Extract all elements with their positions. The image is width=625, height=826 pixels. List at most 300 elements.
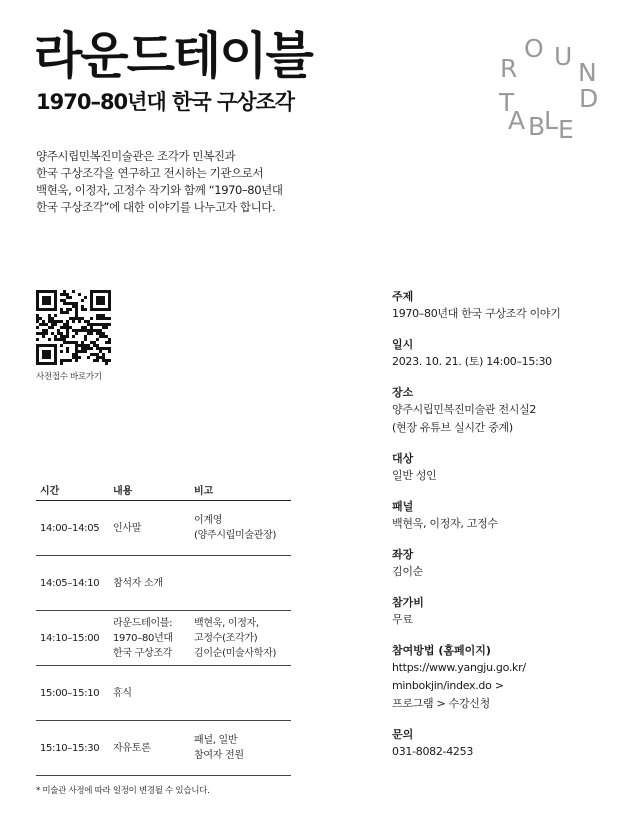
qr-module bbox=[87, 344, 90, 347]
row-content bbox=[113, 666, 132, 720]
info-topic bbox=[392, 288, 612, 323]
qr-module bbox=[102, 326, 105, 329]
info-label: 패널 bbox=[392, 500, 414, 513]
qr-module bbox=[108, 305, 111, 308]
qr-module bbox=[72, 302, 75, 305]
qr-module bbox=[105, 317, 108, 320]
qr-module bbox=[102, 353, 105, 356]
qr-module bbox=[99, 314, 102, 317]
intro-line: 한국 구상조각을 연구하고 전시하는 기관으로서 bbox=[36, 166, 264, 180]
qr-module bbox=[51, 344, 54, 347]
qr-module bbox=[96, 299, 99, 302]
qr-module bbox=[45, 350, 48, 353]
content-line: 1970–80년대 bbox=[113, 632, 173, 644]
qr-module bbox=[75, 329, 78, 332]
qr-module bbox=[75, 356, 78, 359]
qr-module bbox=[36, 359, 39, 362]
info-how-to-join bbox=[392, 642, 612, 713]
qr-module bbox=[84, 329, 87, 332]
content-line: 라운드테이블: bbox=[113, 617, 173, 629]
qr-module bbox=[54, 305, 57, 308]
qr-module bbox=[63, 302, 66, 305]
qr-module bbox=[78, 329, 81, 332]
qr-module bbox=[108, 299, 111, 302]
info-value-line: 프로그램 > 수강신청 bbox=[392, 697, 490, 710]
qr-module bbox=[93, 359, 96, 362]
content-line: 참석자 소개 bbox=[113, 577, 163, 589]
qr-module bbox=[36, 338, 39, 341]
qr-module bbox=[99, 290, 102, 293]
info-moderator bbox=[392, 546, 612, 581]
qr-module bbox=[54, 353, 57, 356]
qr-module bbox=[54, 356, 57, 359]
qr-module bbox=[60, 308, 63, 311]
qr-module bbox=[96, 308, 99, 311]
qr-module bbox=[66, 302, 69, 305]
qr-module bbox=[90, 353, 93, 356]
qr-module bbox=[54, 314, 57, 317]
qr-module bbox=[51, 317, 54, 320]
qr-module bbox=[87, 329, 90, 332]
qr-module bbox=[96, 290, 99, 293]
qr-module bbox=[90, 290, 93, 293]
qr-module bbox=[66, 350, 69, 353]
row-time: 14:05–14:10 bbox=[40, 577, 100, 589]
qr-module bbox=[63, 290, 66, 293]
qr-module bbox=[66, 293, 69, 296]
logo-letter: E bbox=[558, 115, 574, 144]
table-row bbox=[36, 611, 291, 666]
qr-module bbox=[84, 308, 87, 311]
qr-module bbox=[63, 293, 66, 296]
qr-module bbox=[90, 308, 93, 311]
qr-module bbox=[96, 347, 99, 350]
qr-module bbox=[99, 296, 102, 299]
info-audience bbox=[392, 450, 612, 485]
row-time: 15:00–15:10 bbox=[40, 687, 100, 699]
qr-module bbox=[105, 308, 108, 311]
qr-module bbox=[42, 353, 45, 356]
qr-module bbox=[99, 356, 102, 359]
qr-module bbox=[54, 359, 57, 362]
schedule-footnote: * 미술관 사정에 따라 일정이 변경될 수 있습니다. bbox=[36, 786, 210, 796]
info-value bbox=[392, 743, 612, 761]
info-value-line: 김이순 bbox=[392, 565, 423, 578]
qr-module bbox=[54, 323, 57, 326]
logo-letter: T bbox=[499, 88, 515, 117]
info-value-line: https://www.yangju.go.kr/ bbox=[392, 661, 526, 674]
qr-module bbox=[60, 344, 63, 347]
qr-module bbox=[75, 347, 78, 350]
qr-module bbox=[54, 308, 57, 311]
qr-module bbox=[42, 296, 45, 299]
qr-module bbox=[96, 296, 99, 299]
info-value bbox=[392, 467, 612, 485]
qr-module bbox=[48, 326, 51, 329]
qr-module bbox=[102, 314, 105, 317]
event-info bbox=[392, 288, 612, 774]
qr-module bbox=[48, 308, 51, 311]
logo-letter: B bbox=[528, 112, 546, 141]
qr-module bbox=[48, 302, 51, 305]
qr-module bbox=[90, 347, 93, 350]
info-value bbox=[392, 401, 612, 437]
qr-module bbox=[63, 326, 66, 329]
qr-module bbox=[36, 350, 39, 353]
qr-module bbox=[90, 317, 93, 320]
registration-link[interactable] bbox=[392, 659, 612, 713]
qr-module bbox=[60, 320, 63, 323]
info-value bbox=[392, 611, 612, 629]
qr-module bbox=[45, 302, 48, 305]
logo-letter: A bbox=[508, 106, 526, 135]
qr-module bbox=[45, 296, 48, 299]
info-label: 주제 bbox=[392, 290, 414, 303]
qr-module bbox=[48, 350, 51, 353]
info-fee bbox=[392, 594, 612, 629]
qr-module bbox=[75, 344, 78, 347]
header-time: 시간 bbox=[40, 486, 60, 497]
qr-module bbox=[105, 290, 108, 293]
qr-module bbox=[90, 341, 93, 344]
row-content bbox=[113, 611, 173, 665]
qr-module bbox=[99, 332, 102, 335]
qr-module bbox=[42, 344, 45, 347]
qr-module bbox=[66, 323, 69, 326]
qr-module bbox=[51, 308, 54, 311]
qr-module bbox=[48, 299, 51, 302]
qr-module bbox=[102, 335, 105, 338]
qr-module bbox=[108, 293, 111, 296]
qr-module bbox=[42, 329, 45, 332]
qr-module bbox=[45, 290, 48, 293]
info-label: 대상 bbox=[392, 452, 414, 465]
qr-module bbox=[42, 332, 45, 335]
qr-module bbox=[75, 350, 78, 353]
qr-module bbox=[81, 299, 84, 302]
qr-module bbox=[99, 299, 102, 302]
qr-module bbox=[45, 356, 48, 359]
info-datetime bbox=[392, 336, 612, 371]
qr-module bbox=[66, 341, 69, 344]
qr-module bbox=[90, 326, 93, 329]
info-value-line: 2023. 10. 21. (토) 14:00–15:30 bbox=[392, 355, 552, 368]
row-content bbox=[113, 501, 141, 555]
header-content: 내용 bbox=[113, 486, 133, 497]
qr-module bbox=[90, 305, 93, 308]
info-value-line: 양주시립민복진미술관 전시실2 bbox=[392, 403, 537, 416]
qr-module bbox=[96, 329, 99, 332]
qr-module bbox=[60, 359, 63, 362]
qr-module bbox=[54, 338, 57, 341]
qr-module bbox=[54, 335, 57, 338]
info-label: 일시 bbox=[392, 338, 414, 351]
qr-module bbox=[51, 332, 54, 335]
qr-module bbox=[60, 332, 63, 335]
intro-line: 양주시립민복진미술관은 조각가 민복진과 bbox=[36, 149, 236, 163]
qr-module bbox=[36, 296, 39, 299]
qr-module bbox=[45, 323, 48, 326]
qr-module bbox=[69, 296, 72, 299]
header-note: 비고 bbox=[194, 486, 214, 497]
qr-module bbox=[66, 296, 69, 299]
qr-module bbox=[54, 350, 57, 353]
content-line: 인사말 bbox=[113, 522, 142, 534]
qr-module bbox=[51, 320, 54, 323]
qr-module bbox=[54, 296, 57, 299]
qr-module bbox=[78, 293, 81, 296]
qr-module bbox=[84, 335, 87, 338]
qr-module bbox=[39, 332, 42, 335]
qr-module bbox=[36, 299, 39, 302]
info-value-line: minbokjin/index.do > bbox=[392, 679, 504, 692]
qr-module bbox=[39, 290, 42, 293]
info-panel bbox=[392, 498, 612, 533]
qr-module bbox=[108, 359, 111, 362]
intro-line: 백현욱, 이정자, 고정수 작기와 함께 “1970–80년대 bbox=[36, 183, 283, 197]
info-value-line: 일반 성인 bbox=[392, 469, 437, 482]
qr-module bbox=[81, 308, 84, 311]
qr-module bbox=[102, 356, 105, 359]
qr-module bbox=[96, 359, 99, 362]
qr-module bbox=[45, 299, 48, 302]
qr-module bbox=[102, 296, 105, 299]
qr-module bbox=[75, 305, 78, 308]
qr-module bbox=[78, 320, 81, 323]
qr-module bbox=[75, 359, 78, 362]
qr-module bbox=[48, 317, 51, 320]
qr-module bbox=[105, 359, 108, 362]
qr-module bbox=[48, 290, 51, 293]
qr-module bbox=[108, 347, 111, 350]
qr-module bbox=[102, 332, 105, 335]
info-venue bbox=[392, 384, 612, 437]
table-row bbox=[36, 501, 291, 556]
row-note bbox=[194, 721, 244, 775]
qr-module bbox=[99, 335, 102, 338]
qr-module bbox=[108, 317, 111, 320]
qr-module bbox=[69, 302, 72, 305]
qr-module bbox=[81, 344, 84, 347]
qr-module bbox=[63, 341, 66, 344]
qr-module bbox=[66, 308, 69, 311]
qr-module bbox=[36, 302, 39, 305]
qr-module bbox=[75, 314, 78, 317]
qr-module bbox=[105, 347, 108, 350]
qr-module bbox=[84, 326, 87, 329]
qr-module bbox=[36, 290, 39, 293]
qr-module bbox=[96, 356, 99, 359]
info-value-line: 무료 bbox=[392, 613, 413, 626]
qr-module bbox=[63, 299, 66, 302]
qr-module bbox=[72, 320, 75, 323]
qr-module bbox=[63, 311, 66, 314]
note-line: 백현욱, 이정자, bbox=[194, 617, 259, 629]
qr-module bbox=[84, 338, 87, 341]
qr-module bbox=[51, 326, 54, 329]
info-label: 좌장 bbox=[392, 548, 414, 561]
qr-module bbox=[36, 353, 39, 356]
qr-module bbox=[72, 317, 75, 320]
qr-module bbox=[108, 341, 111, 344]
qr-module bbox=[72, 341, 75, 344]
qr-module bbox=[57, 320, 60, 323]
qr-module bbox=[60, 311, 63, 314]
note-line: 패널, 일반 bbox=[194, 735, 238, 746]
row-content bbox=[113, 721, 150, 775]
qr-module bbox=[81, 347, 84, 350]
row-note bbox=[194, 501, 276, 555]
table-row bbox=[36, 556, 291, 611]
note-line: 김이순(미술사학자) bbox=[194, 647, 277, 659]
qr-module bbox=[54, 302, 57, 305]
qr-module bbox=[48, 353, 51, 356]
qr-module bbox=[96, 344, 99, 347]
qr-module bbox=[102, 359, 105, 362]
qr-module bbox=[81, 329, 84, 332]
qr-module bbox=[90, 302, 93, 305]
info-label: 장소 bbox=[392, 386, 414, 399]
qr-module bbox=[57, 338, 60, 341]
qr-module bbox=[96, 314, 99, 317]
qr-module bbox=[48, 344, 51, 347]
table-row bbox=[36, 721, 291, 776]
qr-module bbox=[45, 308, 48, 311]
qr-module bbox=[90, 329, 93, 332]
qr-module bbox=[105, 323, 108, 326]
qr-module bbox=[102, 347, 105, 350]
qr-module bbox=[54, 344, 57, 347]
qr-module bbox=[69, 317, 72, 320]
qr-module bbox=[75, 308, 78, 311]
qr-module bbox=[39, 323, 42, 326]
qr-module bbox=[48, 314, 51, 317]
qr-module bbox=[42, 299, 45, 302]
qr-module bbox=[66, 326, 69, 329]
table-row bbox=[36, 666, 291, 721]
qr-module bbox=[96, 323, 99, 326]
qr-module bbox=[36, 293, 39, 296]
qr-module bbox=[36, 326, 39, 329]
qr-module bbox=[36, 308, 39, 311]
qr-module bbox=[99, 308, 102, 311]
qr-module bbox=[102, 323, 105, 326]
qr-module bbox=[39, 362, 42, 365]
qr-module bbox=[66, 320, 69, 323]
qr-module bbox=[75, 302, 78, 305]
qr-module bbox=[36, 314, 39, 317]
qr-module bbox=[51, 290, 54, 293]
qr-module bbox=[72, 305, 75, 308]
qr-module bbox=[36, 317, 39, 320]
qr-module bbox=[75, 311, 78, 314]
qr-module bbox=[93, 308, 96, 311]
qr-module bbox=[66, 332, 69, 335]
qr-module bbox=[60, 350, 63, 353]
qr-module bbox=[48, 362, 51, 365]
page-subtitle: 1970–80년대 한국 구상조각 bbox=[36, 90, 295, 114]
content-line: 한국 구상조각 bbox=[113, 647, 173, 659]
qr-module bbox=[60, 326, 63, 329]
qr-module bbox=[105, 326, 108, 329]
qr-module bbox=[99, 347, 102, 350]
qr-module bbox=[66, 335, 69, 338]
qr-module bbox=[99, 323, 102, 326]
info-label: 참여방법 (홈페이지) bbox=[392, 644, 491, 657]
qr-module bbox=[81, 305, 84, 308]
qr-module bbox=[48, 356, 51, 359]
qr-code-icon[interactable] bbox=[36, 290, 111, 365]
qr-module bbox=[96, 338, 99, 341]
page-title: 라운드테이블 bbox=[34, 27, 312, 85]
qr-module bbox=[75, 353, 78, 356]
qr-module bbox=[90, 323, 93, 326]
row-note bbox=[194, 611, 276, 665]
qr-module bbox=[45, 329, 48, 332]
note-line: (양주시립미술관장) bbox=[194, 530, 277, 541]
qr-module bbox=[42, 335, 45, 338]
intro-line: 한국 구상조각”에 대한 이야기를 나누고자 합니다. bbox=[36, 200, 276, 214]
qr-module bbox=[75, 332, 78, 335]
qr-module bbox=[102, 299, 105, 302]
qr-module bbox=[75, 341, 78, 344]
note-line: 참여자 전원 bbox=[194, 750, 244, 761]
qr-module bbox=[39, 308, 42, 311]
qr-module bbox=[42, 302, 45, 305]
logo-letter: L bbox=[544, 106, 558, 135]
qr-module bbox=[90, 299, 93, 302]
qr-module bbox=[99, 350, 102, 353]
qr-module bbox=[93, 290, 96, 293]
qr-module bbox=[36, 356, 39, 359]
qr-module bbox=[54, 290, 57, 293]
round-table-logo bbox=[494, 30, 604, 144]
qr-module bbox=[93, 323, 96, 326]
qr-module bbox=[63, 338, 66, 341]
info-value bbox=[392, 515, 612, 533]
qr-module bbox=[42, 290, 45, 293]
row-content bbox=[113, 556, 163, 610]
qr-module bbox=[78, 356, 81, 359]
qr-module bbox=[42, 323, 45, 326]
qr-module bbox=[42, 320, 45, 323]
row-time: 15:10–15:30 bbox=[40, 742, 100, 754]
qr-module bbox=[84, 344, 87, 347]
qr-module bbox=[48, 338, 51, 341]
qr-module bbox=[108, 290, 111, 293]
qr-module bbox=[105, 341, 108, 344]
info-label: 문의 bbox=[392, 728, 414, 741]
info-value-line: 031-8082-4253 bbox=[392, 745, 474, 758]
qr-module bbox=[39, 317, 42, 320]
qr-module bbox=[51, 362, 54, 365]
qr-module bbox=[54, 320, 57, 323]
qr-module bbox=[102, 302, 105, 305]
qr-module bbox=[72, 356, 75, 359]
qr-module bbox=[45, 332, 48, 335]
qr-module bbox=[48, 296, 51, 299]
qr-module bbox=[45, 353, 48, 356]
qr-module bbox=[72, 353, 75, 356]
qr-module bbox=[93, 341, 96, 344]
qr-module bbox=[54, 362, 57, 365]
qr-module bbox=[60, 293, 63, 296]
intro-text bbox=[36, 148, 336, 216]
info-value-line: 백현욱, 이정자, 고정수 bbox=[392, 517, 498, 530]
qr-module bbox=[81, 317, 84, 320]
qr-module bbox=[36, 362, 39, 365]
qr-module bbox=[81, 350, 84, 353]
